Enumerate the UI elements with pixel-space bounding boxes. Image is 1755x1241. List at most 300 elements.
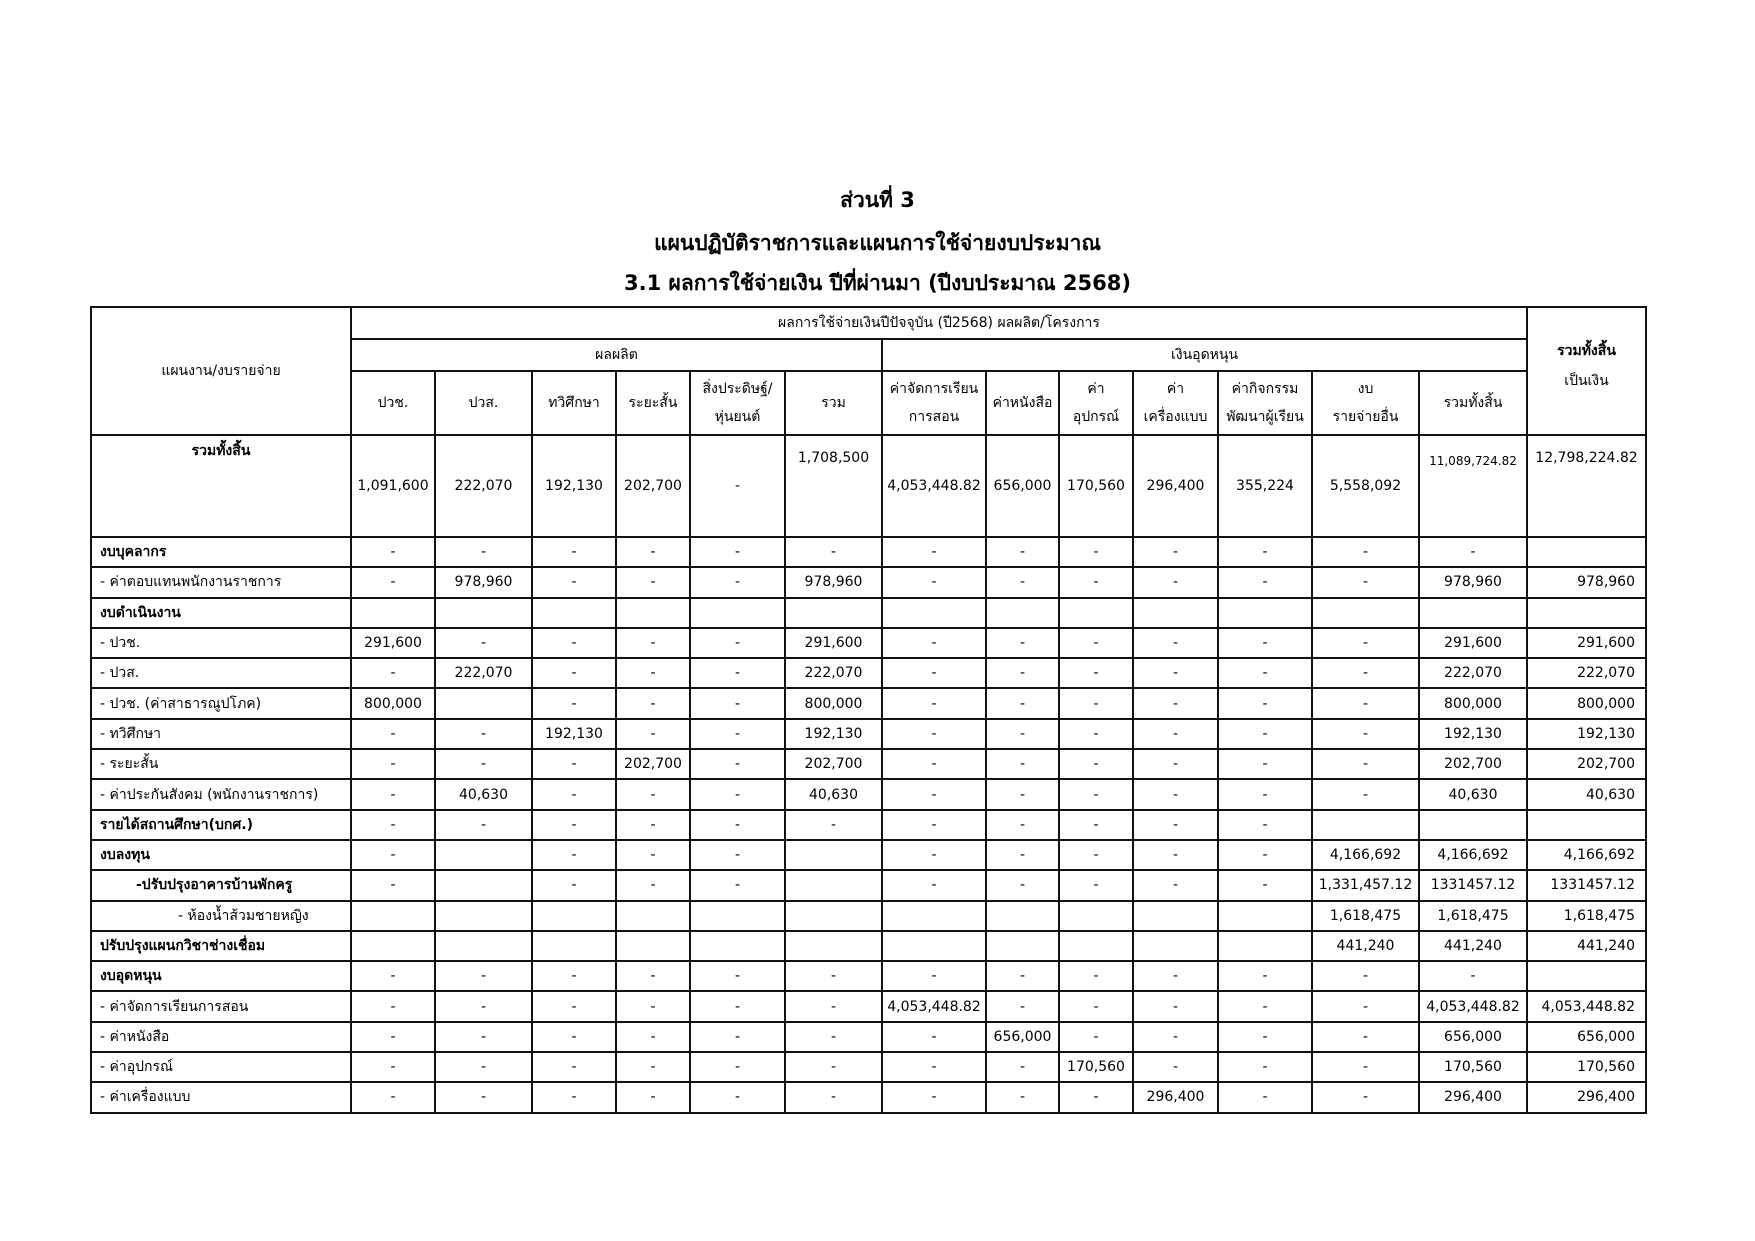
value-cell: - xyxy=(616,1082,690,1112)
row-label: -ปรับปรุงอาคารบ้านพักครู xyxy=(91,870,351,900)
value-cell: 222,070 xyxy=(785,658,882,688)
value-cell: 1331457.12 xyxy=(1527,870,1646,900)
value-cell: - xyxy=(785,537,882,567)
value-cell: - xyxy=(351,870,435,900)
value-cell xyxy=(1218,901,1312,931)
row-label: - ระยะสั้น xyxy=(91,749,351,779)
value-cell: 202,700 xyxy=(1419,749,1527,779)
value-cell: - xyxy=(882,628,986,658)
value-cell: 202,700 xyxy=(616,749,690,779)
row-label: รายได้สถานศึกษา(บกศ.) xyxy=(91,810,351,840)
value-cell: - xyxy=(1133,991,1218,1021)
total-cell: 355,224 xyxy=(1218,435,1312,537)
value-cell: - xyxy=(1218,688,1312,718)
value-cell: - xyxy=(882,658,986,688)
table-row xyxy=(91,749,1646,779)
header-grand-total xyxy=(1527,307,1646,435)
value-cell: - xyxy=(785,961,882,991)
value-cell: - xyxy=(690,779,785,809)
value-cell: 1,618,475 xyxy=(1419,901,1527,931)
value-cell: - xyxy=(690,961,785,991)
column-header-line: ค่าจัดการเรียน xyxy=(889,381,979,397)
value-cell: - xyxy=(435,749,532,779)
value-cell: - xyxy=(986,537,1059,567)
value-cell: - xyxy=(1059,628,1133,658)
value-cell: - xyxy=(616,840,690,870)
value-cell: - xyxy=(351,1082,435,1112)
value-cell: - xyxy=(1312,1022,1419,1052)
value-cell: - xyxy=(1312,991,1419,1021)
value-cell: - xyxy=(1133,688,1218,718)
value-cell: - xyxy=(616,688,690,718)
value-cell xyxy=(351,901,435,931)
value-cell: 192,130 xyxy=(1527,719,1646,749)
value-cell: - xyxy=(882,840,986,870)
value-cell: - xyxy=(1059,537,1133,567)
value-cell: 170,560 xyxy=(1527,1052,1646,1082)
value-cell xyxy=(435,688,532,718)
value-cell: 170,560 xyxy=(1059,1052,1133,1082)
column-header-line: ค่า xyxy=(1087,381,1105,397)
column-header-line: ปวช. xyxy=(377,395,409,411)
value-cell: - xyxy=(986,658,1059,688)
value-cell: 4,166,692 xyxy=(1419,840,1527,870)
value-cell: - xyxy=(1133,749,1218,779)
value-cell: - xyxy=(532,1022,616,1052)
value-cell: 978,960 xyxy=(785,567,882,597)
value-cell: - xyxy=(1419,961,1527,991)
column-header xyxy=(986,371,1059,435)
value-cell xyxy=(351,931,435,961)
value-cell: - xyxy=(1218,779,1312,809)
value-cell xyxy=(1133,931,1218,961)
value-cell: - xyxy=(986,688,1059,718)
column-header xyxy=(1419,371,1527,435)
column-header xyxy=(1133,371,1218,435)
value-cell: 202,700 xyxy=(1527,749,1646,779)
table-row xyxy=(91,598,1646,628)
value-cell: - xyxy=(690,567,785,597)
value-cell: - xyxy=(532,779,616,809)
value-cell: 296,400 xyxy=(1133,1082,1218,1112)
table-row xyxy=(91,1052,1646,1082)
value-cell: - xyxy=(690,1022,785,1052)
row-label: ปรับปรุงแผนกวิชาช่างเชื่อม xyxy=(91,931,351,961)
value-cell: - xyxy=(351,537,435,567)
value-cell: - xyxy=(882,719,986,749)
value-cell xyxy=(785,931,882,961)
value-cell: - xyxy=(1059,991,1133,1021)
value-cell xyxy=(785,870,882,900)
value-cell xyxy=(785,901,882,931)
value-cell: - xyxy=(532,628,616,658)
value-cell xyxy=(435,931,532,961)
value-cell: - xyxy=(616,537,690,567)
value-cell: - xyxy=(1218,628,1312,658)
table-row xyxy=(91,658,1646,688)
header-grand-total-line1: รวมทั้งสิ้น xyxy=(1557,343,1616,359)
value-cell: - xyxy=(690,719,785,749)
column-header-line: ค่ากิจกรรม xyxy=(1231,381,1299,397)
value-cell: 291,600 xyxy=(1419,628,1527,658)
value-cell xyxy=(435,870,532,900)
table-row xyxy=(91,840,1646,870)
value-cell: - xyxy=(690,870,785,900)
value-cell: 40,630 xyxy=(1419,779,1527,809)
value-cell: - xyxy=(1133,1022,1218,1052)
value-cell: - xyxy=(1218,810,1312,840)
column-header-line: ระยะสั้น xyxy=(628,395,678,411)
value-cell: - xyxy=(616,719,690,749)
value-cell: - xyxy=(1218,1052,1312,1082)
value-cell xyxy=(1419,598,1527,628)
value-cell: - xyxy=(690,810,785,840)
value-cell: - xyxy=(351,991,435,1021)
value-cell xyxy=(882,901,986,931)
value-cell: - xyxy=(616,961,690,991)
value-cell: - xyxy=(351,749,435,779)
value-cell: - xyxy=(351,961,435,991)
column-header-line: สิ่งประดิษฐ์/ xyxy=(702,381,773,397)
value-cell: 800,000 xyxy=(1527,688,1646,718)
value-cell xyxy=(1312,810,1419,840)
value-cell: - xyxy=(986,870,1059,900)
total-cell: 12,798,224.82 xyxy=(1527,435,1646,537)
column-header-line: งบ xyxy=(1357,381,1374,397)
value-cell: 978,960 xyxy=(435,567,532,597)
value-cell: 1331457.12 xyxy=(1419,870,1527,900)
value-cell: - xyxy=(532,688,616,718)
value-cell xyxy=(785,598,882,628)
column-header xyxy=(435,371,532,435)
value-cell: - xyxy=(882,567,986,597)
column-header-line: ค่าหนังสือ xyxy=(992,395,1053,411)
value-cell: - xyxy=(986,1082,1059,1112)
value-cell: 4,166,692 xyxy=(1312,840,1419,870)
value-cell: 4,053,448.82 xyxy=(882,991,986,1021)
total-cell: 170,560 xyxy=(1059,435,1133,537)
budget-table xyxy=(90,306,1647,1114)
value-cell: - xyxy=(1133,719,1218,749)
table-row xyxy=(91,688,1646,718)
table-row xyxy=(91,537,1646,567)
value-cell xyxy=(882,598,986,628)
value-cell: 4,053,448.82 xyxy=(1527,991,1646,1021)
value-cell: - xyxy=(1059,810,1133,840)
column-header-line: ค่า xyxy=(1166,381,1185,397)
total-cell: 222,070 xyxy=(435,435,532,537)
value-cell: - xyxy=(986,628,1059,658)
value-cell: - xyxy=(785,1052,882,1082)
value-cell: - xyxy=(1312,628,1419,658)
total-cell: 1,091,600 xyxy=(351,435,435,537)
value-cell: 656,000 xyxy=(986,1022,1059,1052)
value-cell: - xyxy=(1059,961,1133,991)
value-cell: - xyxy=(882,749,986,779)
value-cell: - xyxy=(435,1022,532,1052)
value-cell: 291,600 xyxy=(351,628,435,658)
section-title: ส่วนที่ 3 xyxy=(840,188,915,212)
row-label: - ทวิศึกษา xyxy=(91,719,351,749)
value-cell xyxy=(986,931,1059,961)
value-cell: - xyxy=(1312,1082,1419,1112)
value-cell: 656,000 xyxy=(1527,1022,1646,1052)
total-cell: 296,400 xyxy=(1133,435,1218,537)
value-cell: - xyxy=(616,658,690,688)
row-label: - ค่าอุปกรณ์ xyxy=(91,1052,351,1082)
value-cell: 40,630 xyxy=(435,779,532,809)
column-header xyxy=(1312,371,1419,435)
value-cell: 800,000 xyxy=(785,688,882,718)
total-row xyxy=(91,435,1646,537)
column-header xyxy=(1059,371,1133,435)
value-cell: 4,166,692 xyxy=(1527,840,1646,870)
value-cell: - xyxy=(785,810,882,840)
value-cell: - xyxy=(532,537,616,567)
row-label: - ค่าหนังสือ xyxy=(91,1022,351,1052)
value-cell xyxy=(532,931,616,961)
table-row xyxy=(91,991,1646,1021)
column-header-line: พัฒนาผู้เรียน xyxy=(1226,409,1304,425)
value-cell: - xyxy=(532,567,616,597)
value-cell xyxy=(435,840,532,870)
row-label: - ปวช. (ค่าสาธารณูปโภค) xyxy=(91,688,351,718)
column-header-line: รวม xyxy=(821,395,846,411)
value-cell: - xyxy=(1059,749,1133,779)
value-cell xyxy=(986,598,1059,628)
value-cell: - xyxy=(986,1052,1059,1082)
value-cell xyxy=(1527,961,1646,991)
value-cell: 40,630 xyxy=(785,779,882,809)
value-cell: - xyxy=(1419,537,1527,567)
value-cell: - xyxy=(532,840,616,870)
document-title: แผนปฏิบัติราชการและแผนการใช้จ่ายงบประมาณ xyxy=(654,231,1101,255)
value-cell xyxy=(616,901,690,931)
value-cell: - xyxy=(882,779,986,809)
value-cell: - xyxy=(1218,840,1312,870)
column-header-line: รวมทั้งสิ้น xyxy=(1443,395,1503,411)
column-header xyxy=(785,371,882,435)
value-cell: - xyxy=(1312,688,1419,718)
column-header-line: ปวส. xyxy=(468,395,499,411)
value-cell: - xyxy=(690,537,785,567)
value-cell: - xyxy=(690,658,785,688)
value-cell: - xyxy=(785,1022,882,1052)
value-cell: 202,700 xyxy=(785,749,882,779)
value-cell: - xyxy=(1312,567,1419,597)
value-cell: - xyxy=(1218,567,1312,597)
value-cell: 441,240 xyxy=(1527,931,1646,961)
total-cell: 202,700 xyxy=(616,435,690,537)
value-cell xyxy=(1527,810,1646,840)
value-cell: - xyxy=(1059,870,1133,900)
row-label: - ค่าตอบแทนพนักงานราชการ xyxy=(91,567,351,597)
value-cell: - xyxy=(435,628,532,658)
column-header-line: หุ่นยนต์ xyxy=(714,409,761,425)
value-cell: - xyxy=(435,1052,532,1082)
value-cell xyxy=(690,598,785,628)
value-cell xyxy=(1059,901,1133,931)
value-cell: - xyxy=(435,991,532,1021)
table-row xyxy=(91,901,1646,931)
value-cell xyxy=(1059,931,1133,961)
total-cell: 1,708,500 xyxy=(785,435,882,537)
total-cell: - xyxy=(690,435,785,537)
row-label: งบอุดหนุน xyxy=(91,961,351,991)
value-cell: - xyxy=(1133,810,1218,840)
column-header-line: รายจ่ายอื่น xyxy=(1332,409,1399,425)
value-cell: - xyxy=(435,1082,532,1112)
column-header xyxy=(532,371,616,435)
value-cell: 978,960 xyxy=(1419,567,1527,597)
value-cell: - xyxy=(1059,1022,1133,1052)
value-cell: - xyxy=(532,658,616,688)
value-cell: - xyxy=(1218,749,1312,779)
value-cell: - xyxy=(882,1052,986,1082)
value-cell: - xyxy=(1059,719,1133,749)
header-group-output: ผลผลิต xyxy=(351,339,882,371)
column-header xyxy=(616,371,690,435)
value-cell: - xyxy=(1059,658,1133,688)
value-cell xyxy=(690,901,785,931)
value-cell: - xyxy=(1059,840,1133,870)
row-label: - ปวส. xyxy=(91,658,351,688)
value-cell: - xyxy=(1218,719,1312,749)
value-cell: - xyxy=(616,810,690,840)
value-cell: - xyxy=(1133,628,1218,658)
value-cell xyxy=(616,931,690,961)
value-cell: - xyxy=(690,840,785,870)
value-cell xyxy=(435,598,532,628)
value-cell: - xyxy=(1218,1082,1312,1112)
row-label: งบดำเนินงาน xyxy=(91,598,351,628)
value-cell: - xyxy=(785,991,882,1021)
value-cell: 192,130 xyxy=(532,719,616,749)
value-cell: 978,960 xyxy=(1527,567,1646,597)
value-cell: - xyxy=(1312,1052,1419,1082)
value-cell: - xyxy=(1312,719,1419,749)
total-row-label: รวมทั้งสิ้น xyxy=(91,435,351,537)
value-cell: - xyxy=(986,719,1059,749)
value-cell: - xyxy=(1312,779,1419,809)
value-cell: - xyxy=(785,1082,882,1112)
row-label: - ค่าประกันสังคม (พนักงานราชการ) xyxy=(91,779,351,809)
value-cell: - xyxy=(690,991,785,1021)
value-cell: - xyxy=(616,779,690,809)
value-cell: - xyxy=(1059,1082,1133,1112)
value-cell xyxy=(532,901,616,931)
column-header-line: อุปกรณ์ xyxy=(1072,409,1120,425)
value-cell: - xyxy=(1312,537,1419,567)
value-cell: - xyxy=(532,1082,616,1112)
table-row xyxy=(91,810,1646,840)
value-cell: 40,630 xyxy=(1527,779,1646,809)
table-row xyxy=(91,870,1646,900)
value-cell: 296,400 xyxy=(1419,1082,1527,1112)
value-cell: - xyxy=(1312,961,1419,991)
value-cell: - xyxy=(532,1052,616,1082)
value-cell: - xyxy=(435,961,532,991)
column-header xyxy=(351,371,435,435)
value-cell: - xyxy=(616,991,690,1021)
header-row-label: แผนงาน/งบรายจ่าย xyxy=(91,307,351,435)
table-row xyxy=(91,567,1646,597)
value-cell: - xyxy=(351,840,435,870)
value-cell: 222,070 xyxy=(435,658,532,688)
value-cell xyxy=(1218,598,1312,628)
table-row xyxy=(91,628,1646,658)
value-cell: 1,331,457.12 xyxy=(1312,870,1419,900)
value-cell: - xyxy=(351,810,435,840)
row-label: งบบุคลากร xyxy=(91,537,351,567)
value-cell: 1,618,475 xyxy=(1527,901,1646,931)
value-cell: - xyxy=(616,870,690,900)
table-row xyxy=(91,1022,1646,1052)
value-cell: - xyxy=(986,810,1059,840)
value-cell: - xyxy=(882,870,986,900)
value-cell xyxy=(1218,931,1312,961)
value-cell: - xyxy=(616,628,690,658)
value-cell: - xyxy=(1059,567,1133,597)
value-cell: - xyxy=(882,1082,986,1112)
value-cell: - xyxy=(435,810,532,840)
value-cell: 4,053,448.82 xyxy=(1419,991,1527,1021)
value-cell: - xyxy=(435,537,532,567)
value-cell xyxy=(1059,598,1133,628)
value-cell: - xyxy=(1133,1052,1218,1082)
value-cell xyxy=(882,931,986,961)
header-group-subsidy: เงินอุดหนุน xyxy=(882,339,1527,371)
value-cell: - xyxy=(1312,658,1419,688)
header-grand-total-line2: เป็นเงิน xyxy=(1564,373,1609,389)
value-cell: 296,400 xyxy=(1527,1082,1646,1112)
value-cell: - xyxy=(986,991,1059,1021)
value-cell: - xyxy=(532,991,616,1021)
value-cell: - xyxy=(690,1082,785,1112)
value-cell: - xyxy=(986,961,1059,991)
row-label: - ค่าเครื่องแบบ xyxy=(91,1082,351,1112)
value-cell: - xyxy=(1133,567,1218,597)
value-cell xyxy=(1419,810,1527,840)
value-cell: - xyxy=(351,658,435,688)
value-cell xyxy=(1527,598,1646,628)
column-header xyxy=(690,371,785,435)
value-cell: - xyxy=(1312,749,1419,779)
value-cell: - xyxy=(616,1022,690,1052)
value-cell: - xyxy=(616,1052,690,1082)
value-cell: - xyxy=(690,628,785,658)
value-cell: - xyxy=(882,688,986,718)
value-cell: 291,600 xyxy=(1527,628,1646,658)
value-cell: - xyxy=(1218,961,1312,991)
value-cell: - xyxy=(1133,537,1218,567)
header-group-main: ผลการใช้จ่ายเงินปีปัจจุบัน (ปี2568) ผลผลิต/โครงการ xyxy=(351,307,1527,339)
row-label: - ปวช. xyxy=(91,628,351,658)
column-header-line: ทวิศึกษา xyxy=(548,395,600,411)
value-cell xyxy=(1312,598,1419,628)
value-cell: - xyxy=(1059,779,1133,809)
value-cell: - xyxy=(1133,779,1218,809)
value-cell xyxy=(1133,901,1218,931)
column-header-line: การสอน xyxy=(908,409,960,425)
value-cell: - xyxy=(1218,870,1312,900)
table-title: 3.1 ผลการใช้จ่ายเงิน ปีที่ผ่านมา (ปีงบประมาณ 2568) xyxy=(624,271,1131,295)
value-cell xyxy=(351,598,435,628)
value-cell: - xyxy=(690,688,785,718)
value-cell: - xyxy=(1133,658,1218,688)
value-cell xyxy=(532,598,616,628)
value-cell: 222,070 xyxy=(1527,658,1646,688)
